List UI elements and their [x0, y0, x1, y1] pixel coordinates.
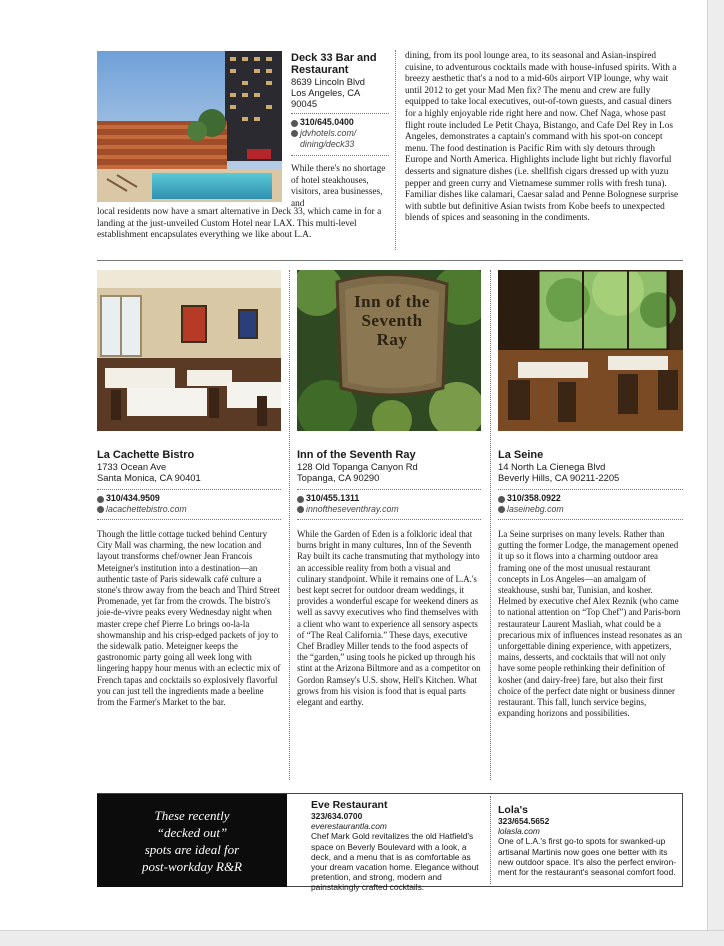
venue-address-line2: Santa Monica, CA 90401 — [97, 472, 201, 483]
venue-divider-2 — [97, 519, 281, 520]
venue-phone — [498, 493, 683, 504]
venue-address-line1: 14 North La Cienega Blvd — [498, 461, 606, 472]
web-icon — [297, 506, 304, 513]
eve-restaurant — [311, 799, 483, 893]
web-icon — [498, 506, 505, 513]
web-icon — [291, 130, 298, 137]
venue-address-line2: Beverly Hills, CA 90211-2205 — [498, 472, 620, 483]
deck33-divider — [291, 113, 389, 114]
venue-la-seine — [498, 449, 683, 719]
venue-name: La Cachette Bistro — [97, 449, 195, 461]
venue-phone — [297, 493, 481, 504]
web-icon — [97, 506, 104, 513]
phone-icon — [297, 496, 304, 503]
eve-website[interactable]: everestaurantla.com — [311, 821, 387, 832]
column-divider — [490, 270, 491, 780]
phone-icon — [97, 496, 104, 503]
eve-body: Chef Mark Gold revitalizes the old Hatfield's space on Beverly Boulevard with a look, a deck, and a menu that is as comfortable as your dream vacation home. Elegance without pretention, and strong, modern and painstakingly crafted cocktails. — [311, 831, 479, 893]
venue-body: While the Garden of Eden is a folkloric ideal that burns bright in many cultures, Inn of the Seventh Ray built its cache transmuting that mythology into an accessible reality from both a visual and culinary standpoint. While it remains one of L.A.'s best kept secret for outdoor dream weddings, it provides a wonderful escape for weekend diners as well as savvy executives who find themselves with a client who want to experience all sensory aspects of “The Real California.” These days, executive Chef Bradley Miller tends to the food aspects of the “garden,” using tools he picked up through his stint at the Arizona Biltmore and as a competitor on Gordon Ramsey's U.S. show, Hell's Kitchen. What grows from his vision is food that is equal parts elegant and earthy. — [297, 529, 481, 708]
deck33-website-line2: dining/deck33 — [300, 139, 355, 149]
lolas-website[interactable]: lolasla.com — [498, 826, 540, 837]
section-rule — [97, 260, 683, 261]
phone-icon — [498, 496, 505, 503]
venue-divider-2 — [297, 519, 481, 520]
venue-address-line1: 1733 Ocean Ave — [97, 461, 167, 472]
page-edge-bottom — [0, 930, 724, 946]
deck33-address-line1: 8639 Lincoln Blvd — [291, 76, 366, 87]
lolas-body: One of L.A.'s first go-to spots for swanked-up artisanal Martinis now goes one better with its new outdoor space. It's also the perfect environ-ment for the restaurant's seasonal comfort food. — [498, 836, 677, 878]
venue-body: Though the little cottage tucked behind Century City Mall was charming, the new location and layout transforms chef/owner Jean Francois Meteigner's institution into a destination—an authentic taste of Paris sidewalk café culture a stone's throw away from the beach and Third Street Promenade, yet far from the crowds. The bistro's joie-de-vivre peaks every Wednesday night when master crepe chef Pierre Lo brings oo-la-la showmanship and his crisp-edged packets of joy to the sidewalk patio. Meteigner keeps the gastronomic party going all week long with lingering happy hour menus with an eclectic mix of French tapas and cocktails so explosively flavorful you can just tell the ingredients made a beeline from the Farmer's Market to the bar. — [97, 529, 281, 708]
deck33-address-line3: 90045 — [291, 98, 318, 109]
venue-la-cachette — [97, 449, 281, 708]
deck33-body-wide: local residents now have a smart alternative in Deck 33, which came in for a landing at the just-unveiled Custom Hotel near LAX. This multi-level establishment encapsulates everything we like about L.A. — [97, 207, 382, 241]
venue-divider-2 — [498, 519, 683, 520]
banner-line3: spots are ideal for — [144, 841, 240, 857]
callout-banner — [97, 794, 287, 887]
venue-website[interactable] — [498, 504, 683, 515]
venue-address-line1: 128 Old Topanga Canyon Rd — [297, 461, 418, 472]
inn-seventh-ray-photo — [297, 270, 481, 431]
venue-address-line2: Topanga, CA 90290 — [297, 472, 380, 483]
deck33-name: Deck 33 Bar and Restaurant — [291, 52, 377, 76]
venue-website[interactable] — [97, 504, 281, 515]
column-divider — [395, 50, 396, 250]
eve-phone: 323/634.0700 — [311, 811, 363, 821]
lolas-name: Lola's — [498, 804, 528, 816]
banner-line2: “decked out” — [156, 824, 228, 840]
venue-phone-number: 310/358.0922 — [507, 493, 561, 503]
deck33-phone — [291, 117, 389, 128]
column-divider — [490, 796, 491, 884]
la-cachette-photo — [97, 270, 281, 431]
eve-name: Eve Restaurant — [311, 799, 388, 811]
venue-phone-number: 310/455.1311 — [306, 493, 360, 503]
inn-sign-text: Inn of the Seventh Ray — [354, 292, 430, 349]
venue-name: Inn of the Seventh Ray — [297, 449, 416, 461]
deck33-address-line2: Los Angeles, CA — [291, 87, 361, 98]
column-divider — [289, 270, 290, 780]
lolas — [498, 804, 678, 877]
deck33-website-line1: jdvhotels.com/ — [300, 128, 357, 138]
venue-phone — [97, 493, 281, 504]
venue-phone-number: 310/434.9509 — [106, 493, 160, 503]
deck33-intro: While there's no shortage of hotel steakhouses, visitors, area businesses, and — [291, 164, 386, 209]
deck33-website[interactable] — [291, 128, 389, 150]
deck33-photo — [97, 51, 282, 202]
venue-website-text: laseinebg.com — [507, 504, 564, 514]
page-edge-right — [707, 0, 724, 945]
deck33-divider-2 — [291, 155, 389, 156]
venue-website-text: innoftheseventhray.com — [306, 504, 399, 514]
deck33-phone-number: 310/645.0400 — [300, 117, 354, 127]
banner-line1: These recently — [154, 807, 230, 823]
venue-divider — [498, 489, 683, 490]
phone-icon — [291, 120, 298, 127]
venue-divider — [97, 489, 281, 490]
la-seine-photo — [498, 270, 683, 431]
banner-line4: post-workday R&R — [141, 858, 242, 874]
venue-divider — [297, 489, 481, 490]
venue-inn-seventh-ray — [297, 449, 481, 708]
venue-website[interactable] — [297, 504, 481, 515]
deck33-body-right: dining, from its pool lounge area, to its seasonal and Asian-inspired cuisine, to adventurous cocktails made with house-infused spirits. With a breezy aesthetic that's a nod to a mid-60s airport VIP lounge, why wait until 2012 to get your Mad Men fix? The menu and crew are fully equipped to take local executives, out-of-town guests, and casual diners for a highly enjoyable ride right here and now. Chef Naga, whose past flight route included Le Petit Chaya, Bistango, and Cafe Del Rey in Los Angeles, demonstrates a captain's command with his spot-on concept menu. The food destination is Pacific Rim with sly detours through Europe and North America. Highlights include light but richly flavorful desserts and signature dishes (i.e. shellfish cigars dressed up with yuzu pepper and green curry and Vietnamese summer rolls with fresh tuna). Familiar dishes like calamari, Caesar salad and Penne Bolognese surprise with subtle but definitive Asian twists from Kobe beefs to unexpected blends of spices and seasoning in the condiments. — [405, 51, 679, 224]
lolas-phone: 323/654.5652 — [498, 816, 550, 826]
venue-website-text: lacachettebistro.com — [106, 504, 187, 514]
venue-name: La Seine — [498, 449, 544, 461]
venue-body: La Seine surprises on many levels. Rather than gutting the former Lodge, the management opened it up so it flows into a charming outdoor area framing one of the most unusual restaurant concepts in Los Angeles—an amalgam of steakhouse, sushi bar, Tunisian, and kosher. Helmed by executive chef Alex Reznik (who came to national attention on “Top Chef”) and Paris-born restaurateur Laurent Masliah, what could be a precarious mix of influences instead resonates as an unforgettable dining experience, with appetizers, mains, desserts, and cocktails that will not only have some people rethinking their definition of kosher (and dairy-free) fare, but also their first choice of the perfect date night or business dinner restaurant. This fall, lunch service begins, expanding horizons and possibilities. — [498, 529, 683, 719]
